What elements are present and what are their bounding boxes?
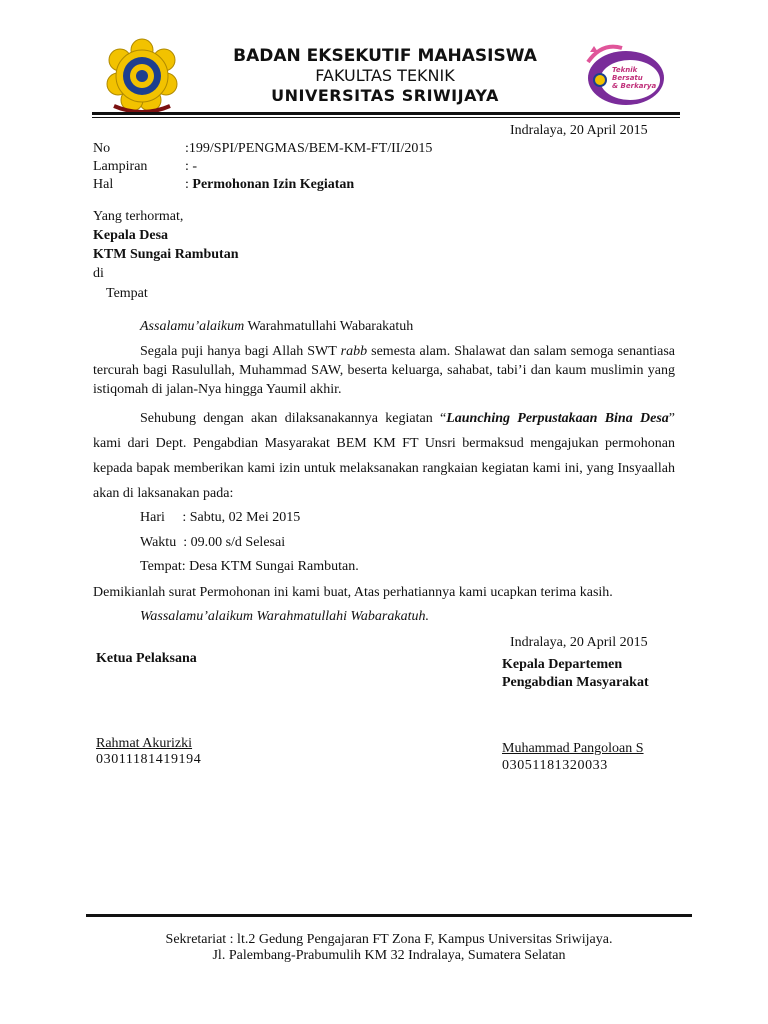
recipient-title: Kepala Desa xyxy=(93,228,169,243)
signature-date: Indralaya, 20 April 2015 xyxy=(510,635,648,650)
event-place: Tempat: Desa KTM Sungai Rambutan. xyxy=(140,559,359,574)
greeting xyxy=(140,318,413,336)
footer-line-2: Jl. Palembang-Prabumulih KM 32 Indralaya, Sumatera Selatan xyxy=(212,948,566,963)
farewell-text: Wassalamu’alaikum Warahmatullahi Wabarakatuh. xyxy=(140,609,429,624)
no-label: No xyxy=(93,141,111,156)
right-signer-nim: 03051181320033 xyxy=(502,758,608,773)
bem-ft-logo xyxy=(582,40,672,110)
paragraph-2 xyxy=(93,406,675,506)
bem-logo-text-3: & Berkarya xyxy=(612,82,657,90)
footer-line-1: Sekretariat : lt.2 Gedung Pengajaran FT Zona F, Kampus Universitas Sriwijaya. xyxy=(165,932,613,947)
greeting-rest: Warahmatullahi Wabarakatuh xyxy=(244,319,414,334)
unsri-logo xyxy=(100,36,184,114)
closing-text: Demikianlah surat Permohonan ini kami buat, Atas perhatiannya kami ucapkan terima kasih. xyxy=(93,585,613,600)
lampiran-label: Lampiran xyxy=(93,159,148,174)
hal-value: Permohonan Izin Kegiatan xyxy=(192,177,355,192)
paragraph-1 xyxy=(93,342,675,399)
right-signer-title-1: Kepala Departemen xyxy=(502,657,623,672)
p2-text-c: ” kami dari Dept. Pengabdian Masyarakat BEM KM FT Unsri bermaksud mengajukan permohonan kepada bapak memberikan kami izin untuk melaksanakan rangkaian kegiatan kami ini, yang Insyaallah akan di laksanakan pada: xyxy=(93,411,675,501)
right-signer-name: Muhammad Pangoloan S xyxy=(502,741,644,756)
salutation: Yang terhormat, xyxy=(93,209,184,224)
p2-event-name: Launching Perpustakaan Bina Desa xyxy=(446,411,669,426)
letter-meta xyxy=(93,140,593,194)
event-time: Waktu : 09.00 s/d Selesai xyxy=(140,535,286,550)
header-faculty: FAKULTAS TEKNIK xyxy=(315,66,455,85)
recipient-di: di xyxy=(93,266,104,281)
p1-text-a: Segala puji hanya bagi Allah SWT xyxy=(140,344,341,359)
p1-text-rabb: rabb xyxy=(340,344,368,359)
left-signer-name: Rahmat Akurizki xyxy=(96,736,193,751)
right-signer-title-2: Pengabdian Masyarakat xyxy=(502,675,649,690)
hal-label: Hal xyxy=(93,177,114,192)
bem-logo-text-1: Teknik xyxy=(612,66,638,74)
no-value: :199/SPI/PENGMAS/BEM-KM-FT/II/2015 xyxy=(185,141,433,156)
event-day: Hari : Sabtu, 02 Mei 2015 xyxy=(140,510,301,525)
left-signer-title: Ketua Pelaksana xyxy=(96,651,197,666)
header-org: BADAN EKSEKUTIF MAHASISWA xyxy=(233,46,537,66)
bem-logo-text-2: Bersatu xyxy=(612,74,643,82)
p1-text-c: semesta alam. Shalawat dan salam semoga senantiasa tercurah bagi Rasulullah, Muhammad SAW, beserta keluarga, sahabat, tabi’i dan kaum muslimin yang istiqomah di jalan-Nya hingga Yaumil akhir. xyxy=(93,344,675,397)
hal-colon: : xyxy=(185,177,193,192)
header-university: UNIVERSITAS SRIWIJAYA xyxy=(271,86,499,105)
left-signer-nim: 03011181419194 xyxy=(96,752,202,767)
footer-rule xyxy=(86,914,692,917)
lampiran-value: : - xyxy=(185,159,198,174)
recipient-tempat: Tempat xyxy=(106,286,148,301)
letter-date: Indralaya, 20 April 2015 xyxy=(510,123,648,138)
header-rule-thick xyxy=(92,112,680,115)
header-rule-thin xyxy=(92,117,680,118)
greeting-italic: Assalamu’alaikum xyxy=(140,319,245,334)
p2-text-a: Sehubung dengan akan dilaksanakannya kegiatan “ xyxy=(140,411,447,426)
recipient-place: KTM Sungai Rambutan xyxy=(93,247,239,262)
